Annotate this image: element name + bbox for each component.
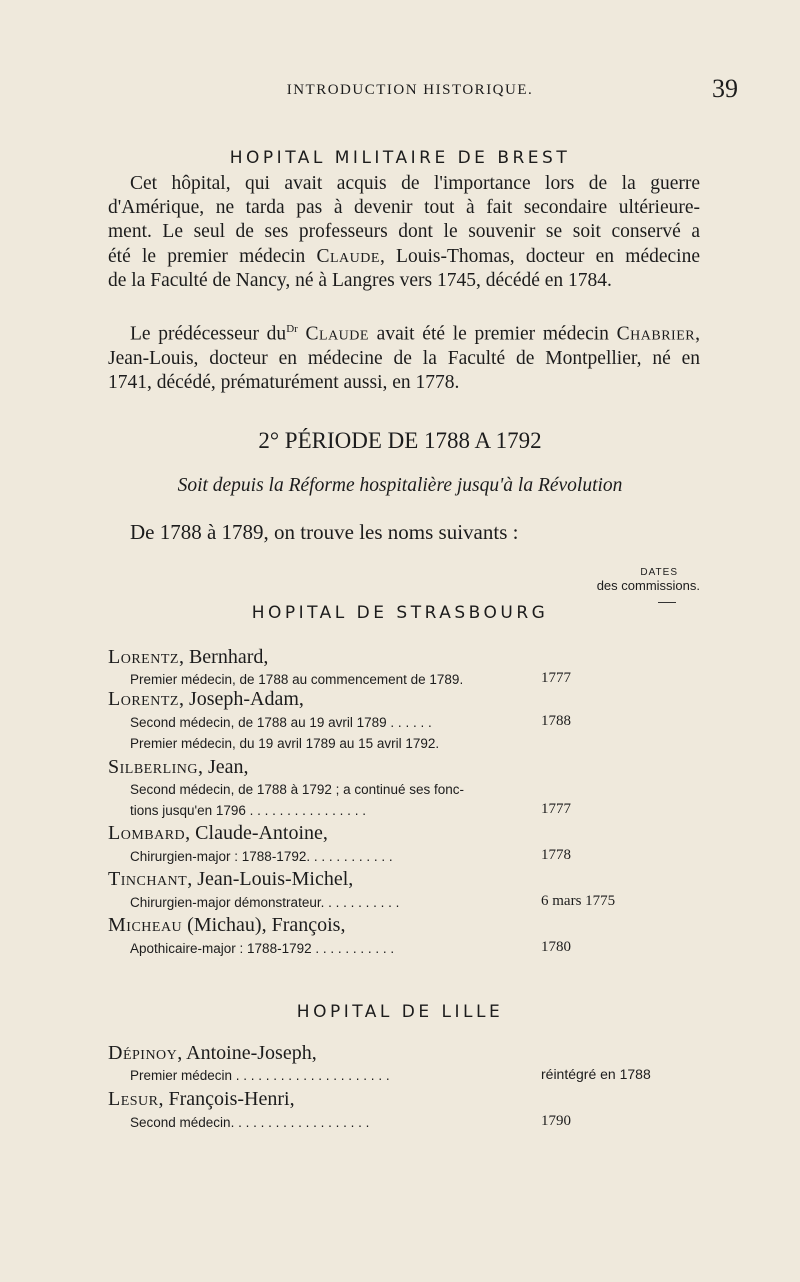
- entry-given: , Joseph-Adam,: [178, 688, 304, 710]
- entry-description: Premier médecin, de 1788 au commencement de 1789.: [130, 672, 464, 687]
- text-line: de la Faculté de Nancy, né à Langres vers 1745, décédé en 1784.: [108, 269, 612, 291]
- entry-date: 6 mars 1775: [541, 893, 616, 909]
- section-heading-lille: HOPITAL DE LILLE: [296, 1002, 504, 1022]
- entry-surname: Silberling: [108, 756, 198, 778]
- entry-given: (Michau), François,: [182, 914, 346, 936]
- text-line: Jean-Louis, docteur en médecine de la Faculté de Montpellier, né en: [108, 347, 700, 369]
- entry-description: Premier médecin . . . . . . . . . . . . . . . . . . . . .: [130, 1068, 390, 1083]
- text-line: Cet hôpital, qui avait acquis de l'importance lors de la guerre: [130, 173, 700, 194]
- entry-description: tions jusqu'en 1796 . . . . . . . . . . . . . . . .: [130, 803, 366, 818]
- entry-description: Chirurgien-major : 1788-1792. . . . . . . . . . . .: [130, 849, 393, 864]
- entry-date: réintégré en 1788: [541, 1066, 651, 1082]
- text-fragment: , Louis-Thomas, docteur en médecine: [379, 245, 700, 267]
- period-heading: 2° PÉRIODE DE 1788 A 1792: [258, 428, 542, 453]
- text-line: d'Amérique, ne tarda pas à devenir tout à fait secondaire ultérieure-: [108, 197, 700, 219]
- dates-header-line1: DATES: [640, 567, 678, 578]
- text-line: 1741, décédé, prématurément aussi, en 1778.: [108, 371, 460, 393]
- text-fragment: avait été le premier médecin: [368, 323, 617, 345]
- text-fragment: Le prédécesseur du: [130, 323, 287, 345]
- paragraph-brest-2: [108, 317, 700, 395]
- entry-given: , François-Henri,: [158, 1088, 295, 1110]
- text-fragment: été le premier médecin: [108, 245, 306, 267]
- entry-name: [108, 646, 268, 669]
- entry-date: 1790: [541, 1113, 571, 1129]
- entry-name: [108, 688, 304, 711]
- entry-name: [108, 1088, 295, 1111]
- entry-surname: Lombard: [108, 822, 186, 844]
- text-line: [108, 245, 700, 269]
- entry-given: , Jean,: [198, 756, 249, 778]
- section-heading-strasbourg: HOPITAL DE STRASBOURG: [251, 603, 549, 623]
- entry-name: [108, 756, 249, 779]
- period-subtitle: Soit depuis la Réforme hospitalière jusqu'à la Révolution: [177, 475, 623, 496]
- entry-surname: Tinchant: [108, 868, 188, 890]
- entry-surname: Lorentz: [108, 646, 179, 668]
- entry-description: Second médecin, de 1788 au 19 avril 1789 . . . . . .: [130, 715, 432, 730]
- entry-date: 1777: [541, 670, 571, 686]
- entry-surname: Lorentz: [108, 688, 179, 710]
- entry-given: , Antoine-Joseph,: [177, 1042, 317, 1064]
- entry-date: 1778: [541, 847, 571, 863]
- person-name: Claude: [316, 245, 380, 267]
- running-head: INTRODUCTION HISTORIQUE.: [286, 82, 534, 98]
- entry-surname: Micheau: [108, 914, 183, 936]
- person-name: Claude: [305, 323, 369, 345]
- entry-given: , Bernhard,: [178, 646, 269, 668]
- entry-date: 1777: [541, 801, 571, 817]
- intro-line: De 1788 à 1789, on trouve les noms suivants :: [130, 520, 519, 544]
- dates-header-line2: des commissions.: [596, 578, 700, 593]
- entry-description: Second médecin. . . . . . . . . . . . . . . . . . .: [130, 1115, 370, 1130]
- person-name: Chabrier: [616, 323, 696, 345]
- entry-description: Chirurgien-major démonstrateur. . . . . . . . . . .: [130, 895, 400, 910]
- entry-surname: Dépinoy: [108, 1042, 178, 1064]
- entry-description: Second médecin, de 1788 à 1792 ; a continué ses fonc-: [130, 782, 464, 797]
- text-fragment: ,: [695, 323, 700, 345]
- entry-date: 1788: [541, 713, 571, 729]
- entry-given: , Claude-Antoine,: [185, 822, 328, 844]
- entry-description: Apothicaire-major : 1788-1792 . . . . . . . . . . .: [130, 941, 395, 956]
- entry-date: 1780: [541, 939, 571, 955]
- entry-name: [108, 914, 345, 937]
- entry-given: , Jean-Louis-Michel,: [187, 868, 354, 890]
- paragraph-brest-1: [108, 172, 700, 293]
- entry-name: [108, 868, 353, 891]
- text-line: ment. Le seul de ses professeurs dont le souvenir se soit conservé a: [108, 221, 700, 243]
- section-heading-brest: HOPITAL MILITAIRE DE BREST: [229, 148, 571, 168]
- entry-name: [108, 1042, 317, 1065]
- entry-name: [108, 822, 328, 845]
- entry-surname: Lesur: [108, 1088, 159, 1110]
- page-number: 39: [712, 74, 738, 103]
- abbrev-superscript: Dr: [286, 323, 298, 335]
- dates-column-header: [560, 566, 700, 592]
- entry-description: Premier médecin, du 19 avril 1789 au 15 avril 1792.: [130, 736, 440, 751]
- text-line: [108, 317, 700, 347]
